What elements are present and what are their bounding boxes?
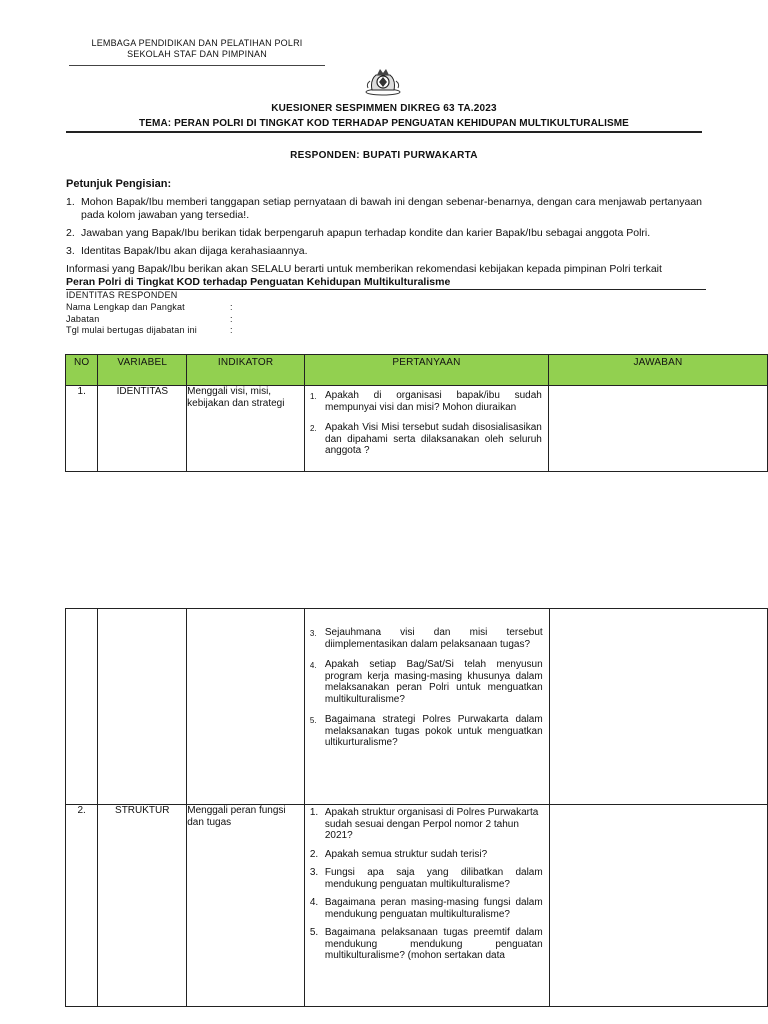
question-number: 4.	[309, 897, 319, 908]
question-number: 2.	[309, 848, 319, 860]
info-text: Informasi yang Bapak/Ibu berikan akan SELALU berarti untuk memberikan rekomendasi kebijakan kepada pimpinan Polri terkait	[66, 263, 662, 275]
question-number: 4.	[309, 661, 317, 670]
question-number: 5.	[309, 716, 317, 725]
question-item	[310, 927, 543, 962]
question-item	[310, 897, 543, 920]
row-number: 2.	[66, 805, 98, 1007]
column-header-jawaban: JAWABAN	[548, 355, 767, 386]
instruction-number: 1.	[66, 196, 75, 208]
column-header-pertanyaan: PERTANYAAN	[305, 355, 549, 386]
question-number: 1.	[310, 392, 317, 401]
question-item	[310, 627, 543, 650]
respondent-label: RESPONDEN: BUPATI PURWAKARTA	[290, 150, 478, 161]
identity-field-start-date: Tgl mulai bertugas dijabatan ini	[66, 325, 197, 335]
identity-heading: IDENTITAS RESPONDEN	[66, 290, 178, 300]
instruction-text: Jawaban yang Bapak/Ibu berikan tidak berpengaruh apapun terhadap kondite dan karier Bapak/Ibu sebagai anggota Polri.	[81, 227, 651, 239]
identity-field-position: Jabatan	[66, 314, 100, 324]
document-theme: TEMA: PERAN POLRI DI TINGKAT KOD TERHADAP PENGUATAN KEHIDUPAN MULTIKULTURALISME	[139, 118, 629, 129]
title-divider	[66, 131, 702, 133]
instruction-number: 2.	[66, 227, 75, 239]
instruction-text: Mohon Bapak/Ibu memberi tanggapan setiap pernyataan di bawah ini dengan sebenar-benarnya, dengan cara menjawab pertanyaan pada kolom jawaban yang tersedia!.	[81, 196, 702, 221]
row-variabel: STRUKTUR	[98, 805, 187, 1007]
instruction-text: Identitas Bapak/Ibu akan dijaga kerahasiaannya.	[81, 245, 308, 257]
answer-cell[interactable]	[549, 805, 767, 1007]
row-questions	[305, 386, 549, 472]
row-indikator: Menggali visi, misi, kebijakan dan strategi	[187, 386, 305, 472]
row-number: 1.	[66, 386, 98, 472]
document-title: KUESIONER SESPIMMEN DIKREG 63 TA.2023	[271, 103, 497, 114]
institution-underline	[69, 65, 325, 66]
instruction-item	[66, 245, 702, 258]
row-questions	[304, 609, 549, 805]
question-text: Apakah Visi Misi tersebut sudah disosialisasikan dan dipahami serta dilaksanakan oleh seluruh anggota ?	[325, 422, 542, 456]
question-number: 2.	[310, 424, 317, 433]
instruction-item	[66, 227, 702, 240]
question-number: 3.	[309, 867, 319, 878]
question-text: Apakah di organisasi bapak/ibu sudah mempunyai visi dan misi? Mohon diuraikan	[325, 390, 542, 413]
question-item	[310, 807, 543, 842]
question-number: 3.	[309, 629, 317, 638]
polri-emblem-icon	[364, 66, 402, 96]
column-header-indikator: INDIKATOR	[187, 355, 305, 386]
question-item	[310, 422, 542, 457]
questionnaire-table-continued	[65, 608, 768, 1007]
question-item	[310, 659, 543, 705]
info-theme-bold: Peran Polri di Tingkat KOD terhadap Penguatan Kehidupan Multikulturalisme	[66, 276, 451, 288]
question-text: Bagaimana strategi Polres Purwakarta dalam melaksanakan tugas pokok untuk menguatkan ultikurturalisme?	[324, 714, 543, 748]
institution-name	[69, 38, 325, 60]
question-text: Fungsi apa saja yang dilibatkan dalam mendukung penguatan multikulturalisme?	[324, 867, 543, 890]
question-number: 1.	[309, 807, 319, 818]
question-text: Apakah struktur organisasi di Polres Purwakarta sudah sesuai dengan Perpol nomor 2 tahun 2021?	[324, 807, 539, 841]
row-variabel	[98, 609, 187, 805]
identity-colon: :	[230, 314, 233, 324]
question-text: Apakah setiap Bag/Sat/Si telah menyusun program kerja masing-masing khusunya dalam melaksanakan peran Polri untuk menguatkan multikulturalisme?	[324, 659, 543, 705]
table-row	[66, 805, 768, 1007]
table-row	[66, 386, 768, 472]
instruction-item	[66, 196, 702, 222]
identity-field-name-rank: Nama Lengkap dan Pangkat	[66, 302, 185, 312]
question-text: Sejauhmana visi dan misi tersebut diimplementasikan dalam pelaksanaan tugas?	[324, 627, 543, 650]
answer-cell[interactable]	[548, 386, 767, 472]
row-variabel: IDENTITAS	[98, 386, 187, 472]
institution-line-2: SEKOLAH STAF DAN PIMPINAN	[127, 49, 267, 59]
question-item	[310, 390, 542, 413]
answer-cell[interactable]	[549, 609, 767, 805]
row-indikator	[187, 609, 305, 805]
column-header-variabel: VARIABEL	[98, 355, 187, 386]
table-header-row	[66, 355, 768, 386]
identity-colon: :	[230, 325, 233, 335]
question-item	[310, 849, 543, 861]
instructions-heading: Petunjuk Pengisian:	[66, 178, 172, 190]
table-row	[66, 609, 768, 805]
question-text: Apakah semua struktur sudah terisi?	[324, 848, 488, 860]
question-item	[310, 867, 543, 890]
instruction-number: 3.	[66, 245, 75, 257]
row-indikator: Menggali peran fungsi dan tugas	[187, 805, 305, 1007]
identity-colon: :	[230, 302, 233, 312]
question-text: Bagaimana peran masing-masing fungsi dalam mendukung penguatan multikulturalisme?	[324, 897, 543, 920]
question-item	[310, 714, 543, 749]
column-header-no: NO	[66, 355, 98, 386]
row-number	[66, 609, 98, 805]
row-questions	[304, 805, 549, 1007]
questionnaire-table	[65, 354, 768, 472]
question-text: Bagaimana pelaksanaan tugas preemtif dalam mendukung mendukung penguatan multikulturalisme? (mohon sertakan data	[324, 927, 543, 961]
institution-line-1: LEMBAGA PENDIDIKAN DAN PELATIHAN POLRI	[91, 38, 303, 48]
question-number: 5.	[309, 927, 319, 938]
